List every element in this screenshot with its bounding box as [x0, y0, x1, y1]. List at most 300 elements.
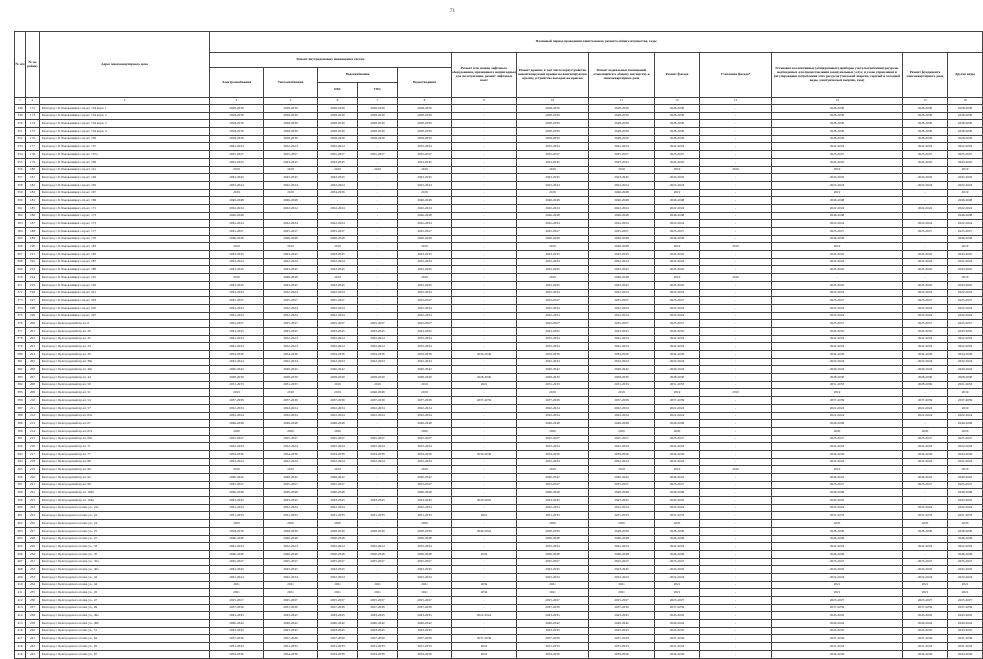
table-cell: 2019	[264, 189, 318, 197]
table-cell: 2031-2033	[948, 643, 983, 651]
table-cell: 2040-2042	[772, 474, 903, 482]
table-cell: 2031-2033	[398, 643, 452, 651]
table-cell: 2022-2024	[398, 143, 452, 151]
table-row	[15, 189, 983, 197]
table-cell: 351	[15, 128, 26, 136]
table-cell: -	[452, 220, 517, 228]
table-cell: 2037-2039	[903, 604, 948, 612]
table-cell: 361	[15, 204, 26, 212]
table-cell: 2043-2045	[772, 266, 903, 274]
table-row	[15, 128, 983, 136]
table-cell: 2022-2024	[318, 504, 358, 512]
table-cell: 2022-2024	[903, 412, 948, 420]
table-cell: 2022-2024	[772, 412, 903, 420]
table-cell: 2043-2045	[589, 627, 655, 635]
table-cell: 2046-2048	[398, 212, 452, 220]
table-row	[15, 597, 983, 605]
table-cell: 227	[26, 527, 40, 535]
col-number: 7	[358, 98, 398, 105]
table-cell: -	[700, 627, 772, 635]
table-cell: 2046-2048	[517, 550, 589, 558]
table-cell: 2043-2045	[903, 158, 948, 166]
table-cell: -	[903, 535, 948, 543]
table-cell: -	[903, 274, 948, 282]
table-cell: 2022-2024	[772, 335, 903, 343]
table-cell: 2046-2048	[948, 235, 983, 243]
table-cell: 2019	[210, 243, 264, 251]
table-cell: -	[700, 297, 772, 305]
table-cell: 2028-2030	[210, 374, 264, 382]
table-cell: 2034-2036	[452, 450, 517, 458]
table-cell: -	[700, 412, 772, 420]
table-cell: 2046-2048	[948, 197, 983, 205]
table-cell: 2031-2033	[210, 643, 264, 651]
table-cell: 2022-2024	[398, 204, 452, 212]
table-cell: 2043-2045	[655, 266, 700, 274]
table-row	[15, 366, 983, 374]
table-cell: 2037-2039	[452, 635, 517, 643]
table-cell: 2028-2030	[772, 105, 903, 113]
table-cell: 2043-2045	[903, 327, 948, 335]
table-cell: 2022-2024	[589, 358, 655, 366]
table-cell: 2025-2027	[903, 435, 948, 443]
table-cell: 2022-2024	[903, 312, 948, 320]
table-cell: 2046-2048	[772, 235, 903, 243]
table-cell: -	[903, 235, 948, 243]
table-cell: 2019	[264, 243, 318, 251]
table-row	[15, 243, 983, 251]
table-cell: 2034-2036	[398, 650, 452, 658]
table-cell: -	[772, 274, 903, 282]
table-cell: 2034-2036	[772, 450, 903, 458]
table-cell: 2028-2030	[452, 374, 517, 382]
table-row	[15, 481, 983, 489]
table-cell: 2034-2036	[948, 351, 983, 359]
table-cell: 2022-2024	[398, 335, 452, 343]
table-cell: 2025-2027	[655, 297, 700, 305]
table-cell: 236	[26, 597, 40, 605]
table-cell: 2022-2024	[903, 458, 948, 466]
table-cell: 2022-2024	[398, 504, 452, 512]
table-cell: 2046-2048	[655, 535, 700, 543]
table-cell: 401	[15, 512, 26, 520]
table-cell: 2025-2027	[318, 435, 358, 443]
table-cell: 2025-2027	[210, 228, 264, 236]
table-row	[15, 266, 983, 274]
table-row	[15, 327, 983, 335]
table-cell: 352	[15, 135, 26, 143]
table-cell: 2019	[772, 243, 903, 251]
table-cell: 2043-2045	[772, 251, 903, 259]
table-cell: 397	[15, 481, 26, 489]
table-cell: 2022-2024	[517, 289, 589, 297]
table-cell: 2022-2024	[655, 258, 700, 266]
table-cell: 2022-2024	[772, 443, 903, 451]
table-cell: 233	[26, 573, 40, 581]
table-cell: -	[903, 497, 948, 505]
table-cell: 2022-2024	[655, 404, 700, 412]
table-cell: 2021	[358, 581, 398, 589]
table-cell: 2025-2027	[948, 228, 983, 236]
table-cell: 2019	[700, 466, 772, 474]
table-cell: 2020	[589, 427, 655, 435]
table-cell: 2040-2042	[318, 474, 358, 482]
table-cell: -	[452, 128, 517, 136]
table-cell: -	[452, 489, 517, 497]
table-cell: -	[700, 435, 772, 443]
table-cell: 2046-2048	[948, 535, 983, 543]
table-cell: 2022-2024	[589, 412, 655, 420]
table-cell: -	[700, 327, 772, 335]
table-cell: 2022-2024	[358, 335, 398, 343]
table-cell: 2046-2048	[210, 235, 264, 243]
address-cell: Белгород г, Белгородского полка ул., 49	[40, 604, 210, 612]
table-cell: -	[358, 174, 398, 182]
table-cell: 2019	[655, 189, 700, 197]
table-cell: 235	[26, 589, 40, 597]
table-cell: -	[700, 427, 772, 435]
table-cell: 414	[15, 612, 26, 620]
table-row	[15, 374, 983, 382]
address-cell: Белгород г, Б.Хмельницкого пр-кт, 165	[40, 181, 210, 189]
table-cell: 2022-2024	[903, 335, 948, 343]
table-cell: 2022-2024	[210, 289, 264, 297]
table-cell: 2020	[398, 520, 452, 528]
table-cell: 2021	[264, 589, 318, 597]
table-cell: 2020	[517, 427, 589, 435]
table-cell: 2022-2024	[264, 258, 318, 266]
table-cell: 2019	[398, 466, 452, 474]
table-cell: 2028-2030	[903, 374, 948, 382]
table-cell: -	[700, 197, 772, 205]
table-cell: 2025-2027	[210, 151, 264, 159]
col-header-heat: Теплоснабжения	[264, 68, 318, 98]
table-cell: 2022-2024	[948, 458, 983, 466]
table-cell: 2028-2030	[903, 128, 948, 136]
table-cell: 2040-2042	[264, 366, 318, 374]
table-cell: 2019	[517, 166, 589, 174]
table-cell: -	[358, 489, 398, 497]
table-cell: 2046-2048	[264, 197, 318, 205]
table-cell: 2019	[948, 389, 983, 397]
table-row	[15, 573, 983, 581]
address-cell: Белгород г, Б.Хмельницкого пр-кт, 183	[40, 243, 210, 251]
table-cell: 2022-2024	[318, 458, 358, 466]
table-cell: 2022-2024	[772, 358, 903, 366]
table-cell: 2022-2024	[358, 343, 398, 351]
table-cell: 399	[15, 497, 26, 505]
table-cell: 2037-2039	[358, 635, 398, 643]
table-cell: -	[700, 151, 772, 159]
table-row	[15, 212, 983, 220]
address-cell: Белгород г, Б.Хмельницкого пр-кт, 175	[40, 220, 210, 228]
table-cell: 2022-2024	[517, 304, 589, 312]
table-row	[15, 112, 983, 120]
address-cell: Белгород г, Б.Хмельницкого пр-кт, 167	[40, 189, 210, 197]
table-cell: 2037-2039	[517, 397, 589, 405]
table-cell: 2019	[948, 466, 983, 474]
table-cell: 2022-2024	[264, 220, 318, 228]
table-cell: 237	[26, 604, 40, 612]
table-cell: 229	[26, 543, 40, 551]
table-cell: 2028-2030	[655, 105, 700, 113]
table-cell: 2022-2024	[655, 289, 700, 297]
table-cell: 2028-2030	[318, 105, 358, 113]
table-cell: 2022-2024	[903, 304, 948, 312]
address-cell: Белгород г, Белгородский пр-кт, 69а	[40, 435, 210, 443]
table-cell: 393	[15, 450, 26, 458]
table-cell: 2043-2045	[318, 566, 358, 574]
table-cell: 2028-2030	[318, 112, 358, 120]
table-cell: 2022-2024	[358, 412, 398, 420]
table-row	[15, 589, 983, 597]
table-cell: 2046-2048	[948, 550, 983, 558]
table-cell: 2021	[903, 581, 948, 589]
table-cell: 2021	[210, 581, 264, 589]
table-cell: 2040-2042	[948, 366, 983, 374]
table-cell: 2046-2048	[398, 535, 452, 543]
table-cell: 2043-2045	[772, 497, 903, 505]
table-cell: 2037-2039	[318, 604, 358, 612]
table-cell: 2028-2030	[589, 527, 655, 535]
table-cell: -	[452, 281, 517, 289]
table-cell: 2022-2024	[589, 204, 655, 212]
table-cell: 2046-2048	[264, 550, 318, 558]
table-cell: -	[452, 443, 517, 451]
table-cell: 2022-2024	[948, 573, 983, 581]
table-cell: 2046-2048	[517, 535, 589, 543]
table-cell: 2037-2039	[655, 635, 700, 643]
table-cell: 2031-2033	[358, 643, 398, 651]
table-cell: 2022-2024	[210, 304, 264, 312]
col-number: 3	[40, 98, 210, 105]
table-cell: 2034-2036	[210, 351, 264, 359]
col-number: 6	[318, 98, 358, 105]
address-cell: Белгород г, Белгородский пр-кт, 98	[40, 481, 210, 489]
table-cell: 231	[26, 558, 40, 566]
table-cell: -	[452, 566, 517, 574]
table-cell: -	[358, 143, 398, 151]
table-cell: -	[452, 627, 517, 635]
table-cell: 375	[15, 312, 26, 320]
table-cell: 355	[15, 158, 26, 166]
table-cell: -	[358, 281, 398, 289]
table-cell: 2022-2024	[318, 289, 358, 297]
table-cell: -	[452, 366, 517, 374]
table-cell: 2043-2045	[264, 158, 318, 166]
table-cell: -	[700, 374, 772, 382]
col-header-hvs: ХВС	[318, 83, 358, 98]
table-cell: 2028-2030	[318, 374, 358, 382]
table-cell: 2031-2033	[210, 512, 264, 520]
table-cell: -	[452, 543, 517, 551]
table-cell: 2040-2042	[358, 620, 398, 628]
address-cell: Белгород г, Белгородского полка ул., 22а	[40, 504, 210, 512]
table-cell: 2025-2027	[398, 558, 452, 566]
address-cell: Белгород г, Б.Хмельницкого пр-кт, 134 корп. 4	[40, 128, 210, 136]
table-cell: 2022-2024	[655, 443, 700, 451]
address-cell: Белгород г, Белгородского полка ул., 33	[40, 543, 210, 551]
address-cell: Белгород г, Белгородский пр-кт, 40а	[40, 366, 210, 374]
table-cell: 2022-2024	[589, 258, 655, 266]
table-cell: 2046-2048	[655, 489, 700, 497]
table-cell: 2022-2024	[903, 289, 948, 297]
table-cell: -	[452, 212, 517, 220]
table-cell: 188	[26, 228, 40, 236]
table-cell: 2028-2030	[358, 128, 398, 136]
table-cell: 2043-2045	[398, 281, 452, 289]
table-cell: 2046-2048	[264, 535, 318, 543]
table-cell: 353	[15, 143, 26, 151]
table-cell: 2028-2030	[210, 105, 264, 113]
table-cell: -	[452, 235, 517, 243]
table-cell: 2028-2030	[772, 128, 903, 136]
table-cell: 2040-2042	[589, 366, 655, 374]
table-cell: 2022-2024	[517, 143, 589, 151]
table-cell: 419	[15, 650, 26, 658]
table-cell: 2028-2030	[264, 112, 318, 120]
table-cell: 2020	[903, 520, 948, 528]
table-cell: 192	[26, 258, 40, 266]
table-cell: 204	[26, 351, 40, 359]
address-cell: Белгород г, Белгородского полка ул., 44	[40, 581, 210, 589]
table-cell: 2046-2048	[655, 212, 700, 220]
table-cell: 2020	[210, 520, 264, 528]
table-cell: 2046-2048	[210, 550, 264, 558]
address-cell: Белгород г, Белгородского полка ул., 35	[40, 550, 210, 558]
table-cell: -	[358, 520, 398, 528]
table-cell: 2022-2024	[210, 220, 264, 228]
table-cell: -	[452, 197, 517, 205]
address-cell: Белгород г, Белгородский пр-кт, 34	[40, 343, 210, 351]
table-cell: 2046-2048	[517, 420, 589, 428]
table-cell: 2034-2036	[398, 450, 452, 458]
address-cell: Белгород г, Белгородский пр-кт, 104в	[40, 497, 210, 505]
table-cell: -	[452, 420, 517, 428]
address-cell: Белгород г, Б.Хмельницкого пр-кт, 173	[40, 212, 210, 220]
table-cell: 2046-2048	[655, 235, 700, 243]
table-cell: 377	[15, 327, 26, 335]
table-cell: -	[452, 504, 517, 512]
table-cell: 2021	[655, 589, 700, 597]
table-cell: 2043-2045	[264, 566, 318, 574]
table-row	[15, 158, 983, 166]
table-cell: 2034-2036	[517, 351, 589, 359]
table-cell: 2019	[517, 274, 589, 282]
table-cell: 2043-2045	[264, 281, 318, 289]
table-cell: 2025-2027	[264, 558, 318, 566]
table-cell: 416	[15, 627, 26, 635]
table-cell: 2022-2024	[358, 443, 398, 451]
table-cell: 2043-2045	[318, 158, 358, 166]
table-cell: 2025-2027	[772, 228, 903, 236]
table-cell: 2021	[772, 589, 903, 597]
table-row	[15, 220, 983, 228]
table-cell: -	[700, 174, 772, 182]
table-row	[15, 604, 983, 612]
table-cell: 2040-2042	[948, 620, 983, 628]
table-cell: 2034-2036	[452, 351, 517, 359]
table-cell: 2019	[398, 389, 452, 397]
address-cell: Белгород г, Б.Хмельницкого пр-кт, 136	[40, 135, 210, 143]
table-cell: 2025-2027	[318, 297, 358, 305]
table-cell: 2022-2024	[948, 204, 983, 212]
table-cell: 2040-2042	[398, 620, 452, 628]
table-cell: 182	[26, 181, 40, 189]
table-row	[15, 197, 983, 205]
table-cell: 186	[26, 212, 40, 220]
table-cell: 2034-2036	[589, 351, 655, 359]
table-cell: 2021	[264, 581, 318, 589]
table-cell: 2020	[948, 520, 983, 528]
table-cell: 2022-2024	[318, 358, 358, 366]
table-cell: 2025-2027	[772, 151, 903, 159]
table-cell: 194	[26, 274, 40, 282]
table-cell: 2022-2024	[772, 204, 903, 212]
table-cell: -	[700, 512, 772, 520]
table-cell: -	[358, 420, 398, 428]
address-cell: Белгород г, Б.Хмельницкого пр-кт, 205	[40, 304, 210, 312]
table-cell: 2021	[452, 381, 517, 389]
table-cell: 2040-2042	[903, 620, 948, 628]
table-cell: 174	[26, 120, 40, 128]
table-row	[15, 504, 983, 512]
table-cell: 2046-2048	[655, 550, 700, 558]
col-number: 2	[26, 98, 40, 105]
table-cell: 2043-2045	[398, 158, 452, 166]
table-cell: 360	[15, 197, 26, 205]
table-cell: 2028-2030	[358, 374, 398, 382]
table-cell: 2019	[318, 274, 358, 282]
table-cell: 2019	[517, 466, 589, 474]
table-cell: 2043-2045	[589, 158, 655, 166]
table-cell: 2020	[264, 427, 318, 435]
table-cell: 2034-2036	[318, 450, 358, 458]
table-cell: -	[700, 450, 772, 458]
table-cell: 2046-2048	[264, 489, 318, 497]
table-cell: 2025-2027	[398, 297, 452, 305]
table-cell: 2019	[517, 189, 589, 197]
col-header-foundation: Ремонт фундамента многоквартирного дома	[903, 53, 948, 98]
table-cell: -	[452, 335, 517, 343]
table-cell: 2025-2027	[948, 297, 983, 305]
table-cell: 2043-2045	[772, 566, 903, 574]
table-cell: 358	[15, 181, 26, 189]
address-cell: Белгород г, Белгородского полка ул., 27	[40, 535, 210, 543]
table-cell: -	[700, 404, 772, 412]
table-cell: -	[700, 366, 772, 374]
table-cell: 2043-2045	[318, 497, 358, 505]
table-cell: 2022-2024	[903, 204, 948, 212]
table-cell: 2019	[772, 166, 903, 174]
table-cell: 216	[26, 443, 40, 451]
table-cell: 2043-2045	[264, 327, 318, 335]
table-cell: -	[700, 158, 772, 166]
table-cell: 2022-2024	[264, 343, 318, 351]
table-row	[15, 297, 983, 305]
table-cell: 2020	[655, 427, 700, 435]
table-cell: 2043-2045	[398, 251, 452, 259]
table-cell: 2040-2042	[655, 620, 700, 628]
table-cell: -	[358, 274, 398, 282]
table-cell: 350	[15, 120, 26, 128]
table-cell: -	[452, 166, 517, 174]
table-cell: 2022-2024	[589, 304, 655, 312]
table-cell: 2022-2024	[210, 312, 264, 320]
table-cell: 2019	[210, 466, 264, 474]
table-cell: 2025-2027	[318, 558, 358, 566]
table-cell: -	[358, 158, 398, 166]
